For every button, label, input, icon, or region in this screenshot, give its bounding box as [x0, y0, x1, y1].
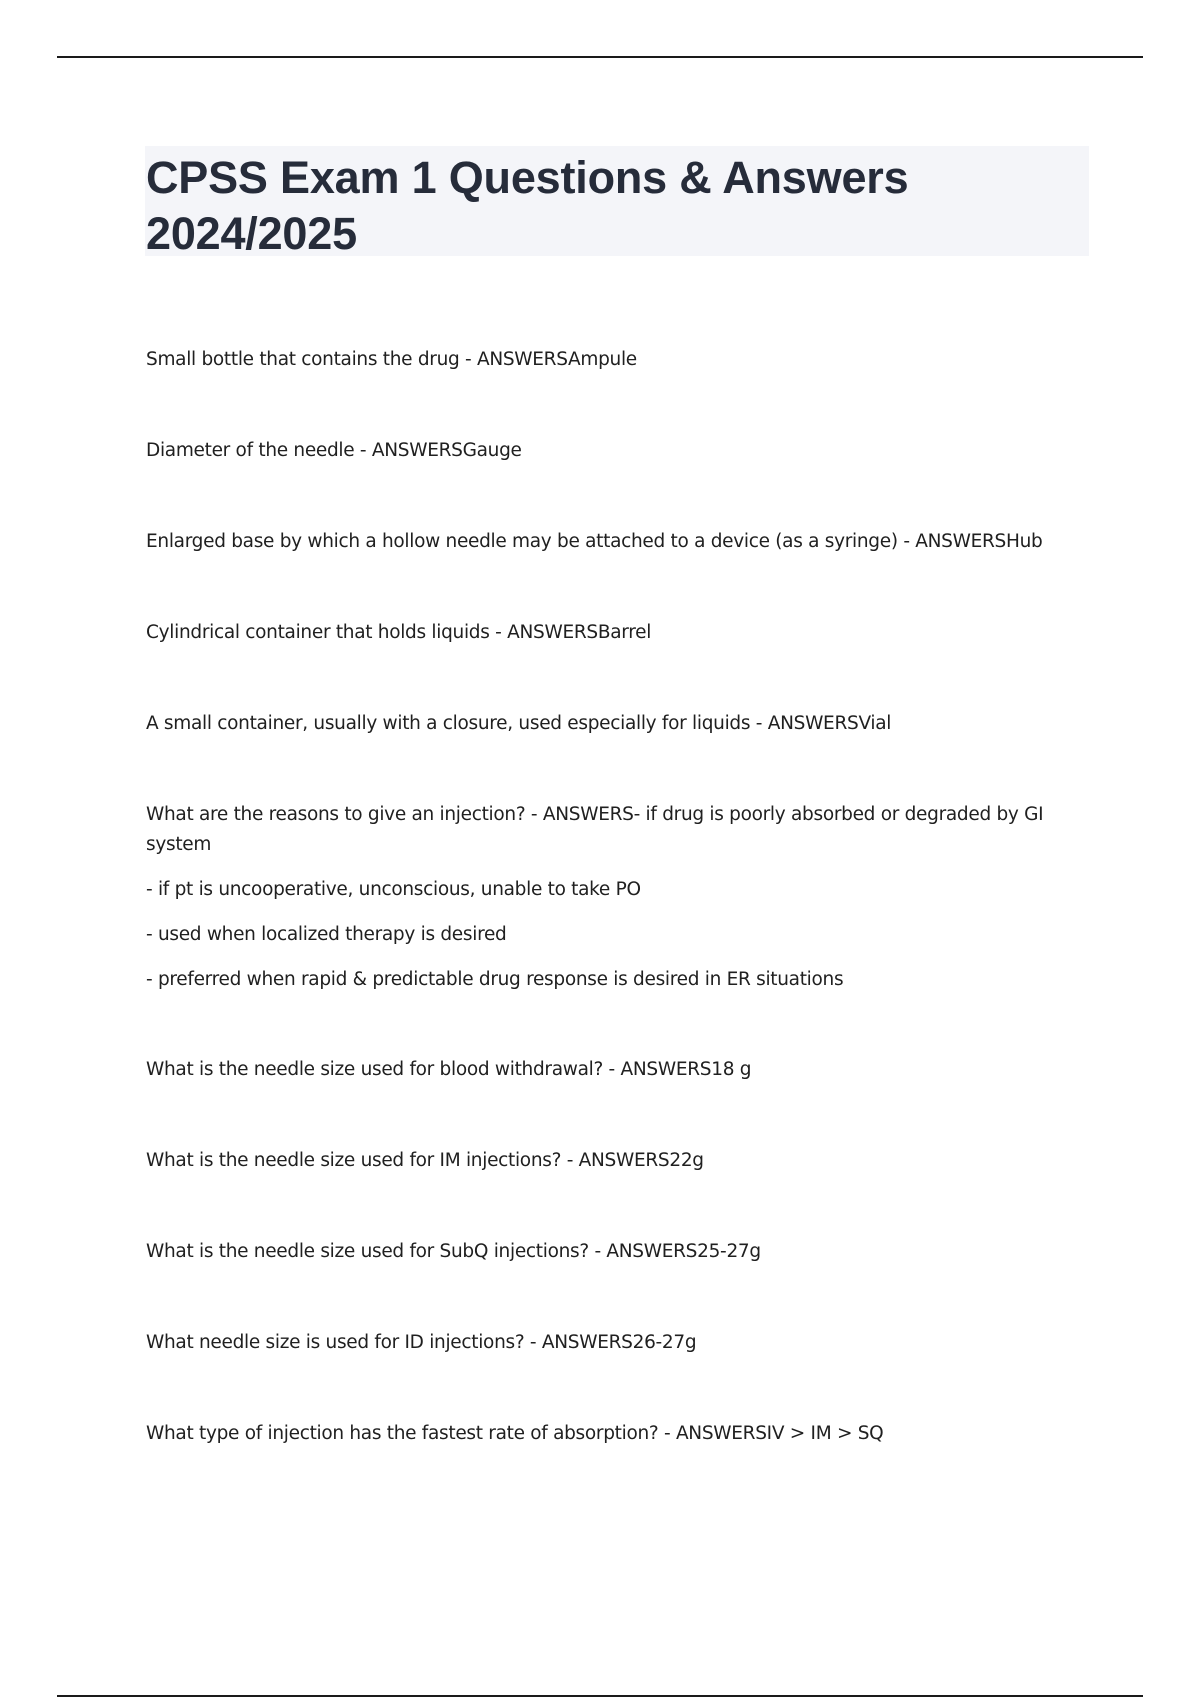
qa-item-injection-reasons: What are the reasons to give an injection? - ANSWERS- if drug is poorly absorbed or degraded by GI system	[146, 804, 1044, 855]
qa-item-im-needle: What is the needle size used for IM injections? - ANSWERS22g	[146, 1150, 704, 1171]
qa-item-subq-needle: What is the needle size used for SubQ injections? - ANSWERS25-27g	[146, 1241, 761, 1262]
injection-reason-item: - used when localized therapy is desired	[146, 924, 507, 945]
bottom-rule	[57, 1695, 1143, 1697]
qa-item-vial: A small container, usually with a closure, used especially for liquids - ANSWERSVial	[146, 713, 892, 734]
injection-reason-item: - if pt is uncooperative, unconscious, unable to take PO	[146, 879, 641, 900]
qa-item-blood-withdrawal: What is the needle size used for blood withdrawal? - ANSWERS18 g	[146, 1059, 752, 1080]
document-title: CPSS Exam 1 Questions & Answers 2024/2025	[146, 152, 909, 259]
qa-item-gauge: Diameter of the needle - ANSWERSGauge	[146, 440, 522, 461]
qa-item-hub: Enlarged base by which a hollow needle may be attached to a device (as a syringe) - ANSWERSHub	[146, 531, 1043, 552]
injection-reason-item: - preferred when rapid & predictable drug response is desired in ER situations	[146, 969, 844, 990]
top-rule	[57, 56, 1143, 58]
qa-item-id-needle: What needle size is used for ID injections? - ANSWERS26-27g	[146, 1332, 697, 1353]
qa-item-absorption-rate: What type of injection has the fastest rate of absorption? - ANSWERSIV > IM > SQ	[146, 1423, 884, 1444]
qa-item-barrel: Cylindrical container that holds liquids - ANSWERSBarrel	[146, 622, 652, 643]
qa-item-ampule: Small bottle that contains the drug - ANSWERSAmpule	[146, 349, 637, 370]
